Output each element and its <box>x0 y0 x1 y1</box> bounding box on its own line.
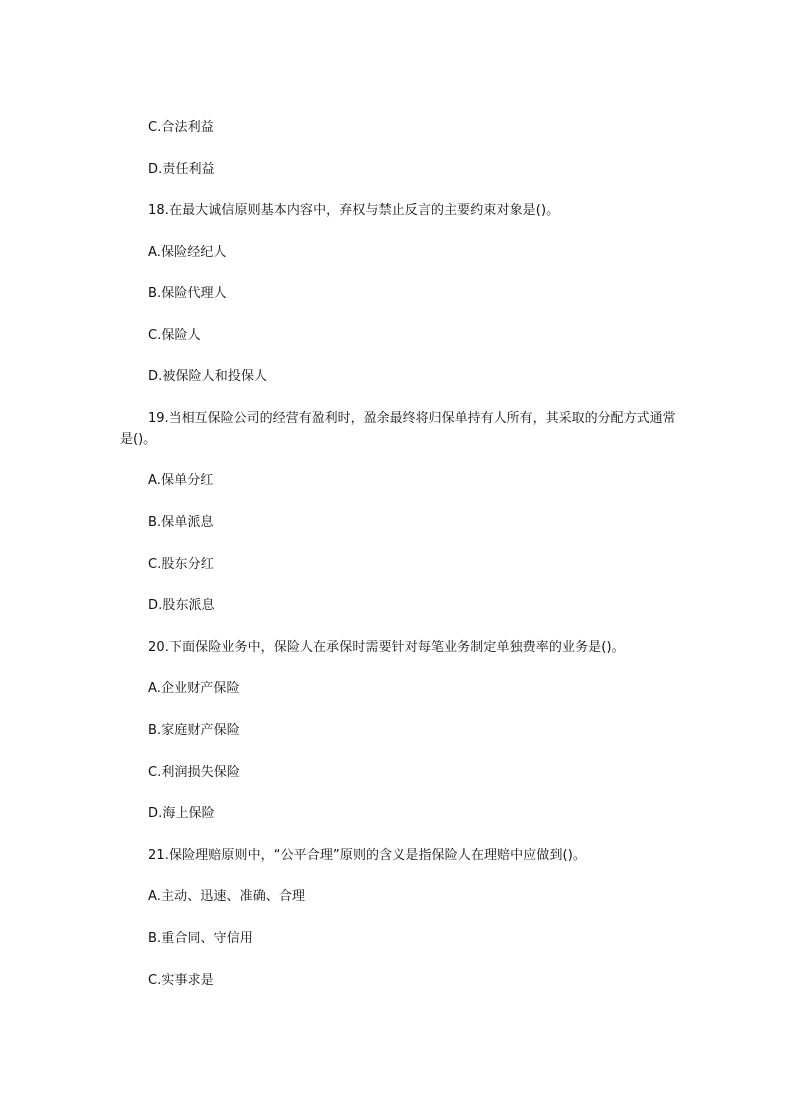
option-19b: B.保单派息 <box>148 515 214 530</box>
option-17c: C.合法利益 <box>148 120 214 135</box>
option-20d: D.海上保险 <box>148 806 215 821</box>
option-19a: A.保单分红 <box>148 473 214 488</box>
question-20: 20.下面保险业务中，保险人在承保时需要针对每笔业务制定单独费率的业务是()。 <box>148 640 625 655</box>
option-18b: B.保险代理人 <box>148 286 227 301</box>
option-20a: A.企业财产保险 <box>148 681 240 696</box>
question-18: 18.在最大诚信原则基本内容中，弃权与禁止反言的主要约束对象是()。 <box>148 203 560 218</box>
question-19: 19.当相互保险公司的经营有盈利时，盈余最终将归保单持有人所有，其采取的分配方式通常是()。 <box>120 411 676 447</box>
option-20c: C.利润损失保险 <box>148 765 241 780</box>
option-18d: D.被保险人和投保人 <box>148 369 268 384</box>
option-18c: C.保险人 <box>148 328 201 343</box>
option-21a: A.主动、迅速、准确、合理 <box>148 889 306 904</box>
option-21b: B.重合同、守信用 <box>148 931 253 946</box>
option-20b: B.家庭财产保险 <box>148 723 240 738</box>
option-21c: C.实事求是 <box>148 973 214 988</box>
option-18a: A.保险经纪人 <box>148 245 227 260</box>
option-17d: D.责任利益 <box>148 162 215 177</box>
option-19c: C.股东分红 <box>148 557 214 572</box>
option-19d: D.股东派息 <box>148 598 215 613</box>
question-21: 21.保险理赔原则中，“公平合理”原则的含义是指保险人在理赔中应做到()。 <box>148 848 586 863</box>
